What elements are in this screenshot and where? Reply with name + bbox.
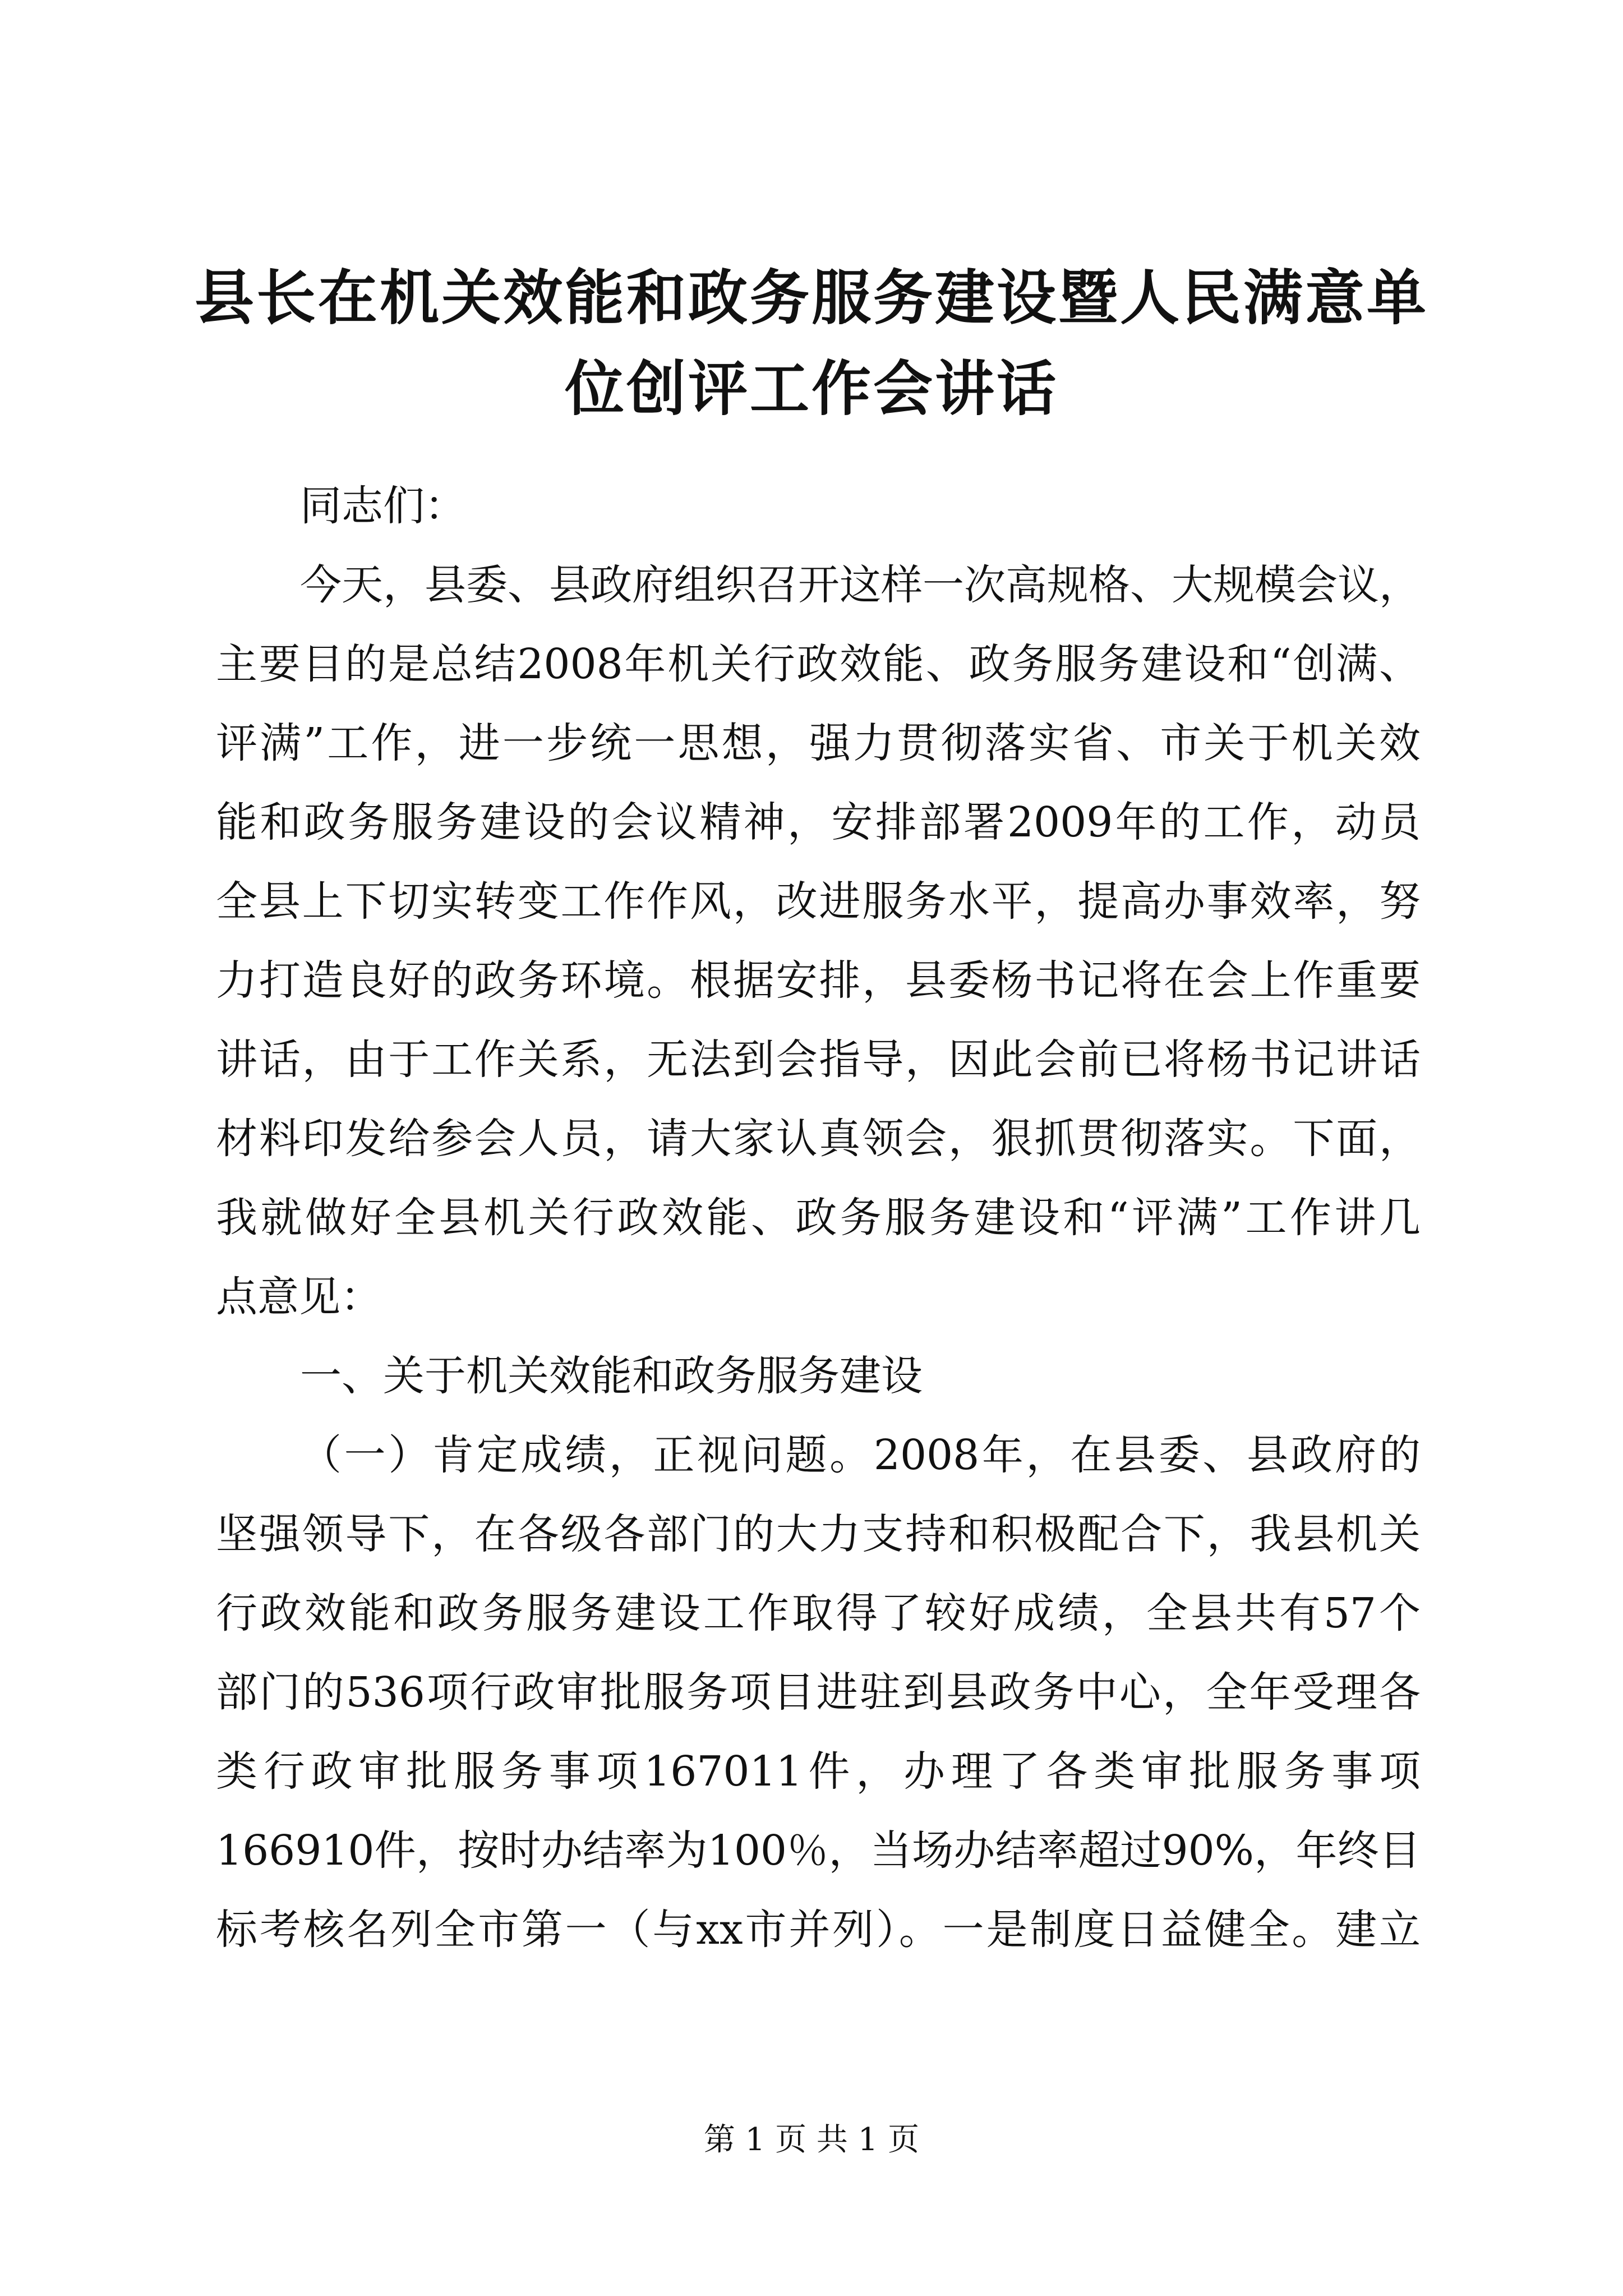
page-number: 第 1 页 共 1 页 [703, 2122, 920, 2158]
paragraph-line: 166910件，按时办结率为100％，当场办结率超过90%，年终目 [216, 1826, 1421, 1875]
paragraph-line: 材料印发给参会人员，请大家认真领会，狠抓贯彻落实。下面， [216, 1115, 1421, 1163]
paragraph-line: 主要目的是总结2008年机关行政效能、政务服务建设和“创满、 [216, 640, 1421, 688]
paragraph-line: 标考核名列全市第一（与xx市并列）。一是制度日益健全。建立 [216, 1906, 1421, 1954]
paragraph-line: 行政效能和政务服务建设工作取得了较好成绩，全县共有57个 [216, 1589, 1421, 1637]
paragraph-line: （一）肯定成绩，正视问题。2008年，在县委、县政府的 [300, 1431, 1421, 1479]
paragraph-line: 类行政审批服务事项167011件，办理了各类审批服务事项 [216, 1747, 1421, 1796]
paragraph-line: 坚强领导下，在各级各部门的大力支持和积极配合下，我县机关 [216, 1510, 1421, 1558]
title-line-1: 县长在机关效能和政务服务建设暨人民满意单 [195, 263, 1428, 333]
paragraph-line: 今天，县委、县政府组织召开这样一次高规格、大规模会议， [300, 561, 1421, 609]
salutation: 同志们： [300, 482, 466, 530]
paragraph-line: 评满”工作，进一步统一思想，强力贯彻落实省、市关于机关效 [216, 719, 1421, 767]
paragraph-line: 能和政务服务建设的会议精神，安排部署2009年的工作，动员 [216, 798, 1421, 846]
title-line-2: 位创评工作会讲话 [565, 353, 1058, 424]
document-title [185, 252, 1438, 434]
paragraph-line: 我就做好全县机关行政效能、政务服务建设和“评满”工作讲几 [216, 1194, 1421, 1242]
document-body [216, 467, 1421, 1970]
paragraph-line: 部门的536项行政审批服务项目进驻到县政务中心，全年受理各 [216, 1668, 1421, 1717]
page-footer [0, 2120, 1623, 2160]
paragraph-line: 全县上下切实转变工作作风，改进服务水平，提高办事效率，努 [216, 877, 1421, 926]
paragraph-line: 讲话，由于工作关系，无法到会指导，因此会前已将杨书记讲话 [216, 1036, 1421, 1084]
paragraph-line: 力打造良好的政务环境。根据安排，县委杨书记将在会上作重要 [216, 956, 1421, 1005]
paragraph-line: 点意见： [216, 1273, 382, 1321]
section-heading: 一、关于机关效能和政务服务建设 [300, 1352, 923, 1400]
